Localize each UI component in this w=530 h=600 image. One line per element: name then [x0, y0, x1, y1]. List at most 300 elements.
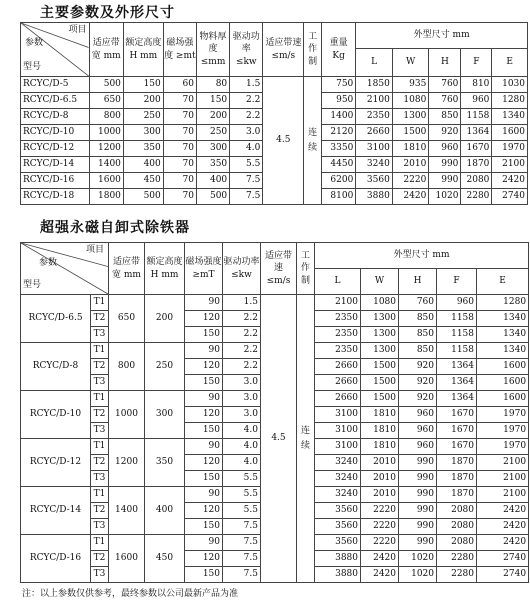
diag-param-label: 参数 — [25, 38, 44, 48]
cell-drive-power: 2.2 — [223, 311, 261, 327]
cell-dim-E: 1340 — [477, 327, 529, 343]
header-drive-power: 驱动功率 ≤kw — [230, 23, 263, 77]
cell-variant: T2 — [91, 359, 109, 375]
cell-dim-F: 1158 — [461, 109, 492, 125]
cell-dim-H: 990 — [399, 503, 437, 519]
header-dim-E: E — [492, 49, 528, 77]
cell-variant: T2 — [91, 455, 109, 471]
cell-model: RCYC/D-12 — [21, 141, 90, 157]
cell-field-strength: 150 — [185, 471, 223, 487]
cell-work-system: 连续 — [297, 295, 315, 583]
cell-dim-L: 3100 — [315, 439, 361, 455]
cell-model: RCYC/D-14 — [21, 157, 90, 173]
cell-dim-H: 920 — [429, 125, 461, 141]
cell-dim-L: 1850 — [356, 77, 393, 93]
cell-dim-E: 1970 — [477, 407, 529, 423]
header-dim-L: L — [356, 49, 393, 77]
cell-dim-E: 1030 — [492, 77, 528, 93]
cell-field-strength: 120 — [185, 503, 223, 519]
cell-model: RCYC/D-10 — [21, 125, 90, 141]
cell-dim-L: 2100 — [315, 295, 361, 311]
cell-belt-width: 650 — [109, 295, 145, 343]
cell-dim-F: 1364 — [461, 125, 492, 141]
cell-field-strength: 90 — [185, 391, 223, 407]
diag-item-label: 项目 — [68, 25, 87, 35]
header-work-system: 工作制 — [297, 243, 315, 295]
cell-dim-F: 1364 — [437, 391, 477, 407]
cell-drive-power: 2.2 — [230, 109, 263, 125]
cell-dim-H: 990 — [399, 455, 437, 471]
cell-model: RCYC/D-16 — [21, 173, 90, 189]
cell-dim-W: 1500 — [361, 391, 399, 407]
cell-variant: T1 — [91, 295, 109, 311]
cell-dim-W: 1500 — [361, 359, 399, 375]
cell-dim-H: 920 — [399, 359, 437, 375]
cell-height: 350 — [145, 439, 185, 487]
cell-dim-F: 1158 — [437, 311, 477, 327]
cell-dim-E: 1970 — [477, 423, 529, 439]
cell-drive-power: 4.0 — [230, 141, 263, 157]
cell-dim-F: 1670 — [437, 407, 477, 423]
cell-belt-speed: 4.5 — [263, 77, 304, 205]
cell-height: 500 — [123, 189, 163, 205]
header-field-strength: 磁场强度 ≥mt — [163, 23, 196, 77]
cell-dim-L: 2660 — [356, 125, 393, 141]
header-belt-speed: 适应带速 ≤m/s — [263, 23, 304, 77]
cell-dim-H: 990 — [399, 471, 437, 487]
cell-dim-W: 1300 — [361, 311, 399, 327]
cell-dim-L: 3240 — [356, 157, 393, 173]
header-dim-E: E — [477, 269, 529, 295]
cell-field-strength: 70 — [163, 93, 196, 109]
cell-weight: 8100 — [322, 189, 356, 205]
cell-variant: T2 — [91, 311, 109, 327]
cell-drive-power: 7.5 — [223, 551, 261, 567]
cell-dim-F: 2280 — [437, 567, 477, 583]
cell-weight: 2120 — [322, 125, 356, 141]
cell-drive-power: 2.2 — [223, 327, 261, 343]
cell-weight: 1400 — [322, 109, 356, 125]
header-work-system: 工作制 — [304, 23, 322, 77]
cell-dim-E: 1600 — [492, 125, 528, 141]
cell-dim-W: 1300 — [361, 327, 399, 343]
cell-dim-W: 2010 — [361, 455, 399, 471]
table2-title: 超强永磁自卸式除铁器 — [40, 220, 190, 236]
cell-dim-W: 2010 — [392, 157, 429, 173]
cell-dim-W: 2010 — [361, 471, 399, 487]
cell-height: 250 — [145, 343, 185, 391]
cell-dim-E: 2100 — [477, 471, 529, 487]
cell-belt-width: 1000 — [89, 125, 123, 141]
cell-drive-power: 2.2 — [230, 93, 263, 109]
cell-dim-L: 2350 — [315, 327, 361, 343]
cell-dim-F: 1870 — [437, 471, 477, 487]
cell-dim-H: 990 — [399, 519, 437, 535]
header-dim-L: L — [315, 269, 361, 295]
cell-belt-width: 1400 — [89, 157, 123, 173]
cell-field-strength: 120 — [185, 311, 223, 327]
cell-dim-F: 1870 — [437, 455, 477, 471]
cell-dim-H: 1020 — [399, 551, 437, 567]
cell-variant: T1 — [91, 343, 109, 359]
cell-dim-E: 2740 — [492, 189, 528, 205]
header-belt-width: 适应带宽 mm — [109, 243, 145, 295]
cell-dim-F: 1364 — [437, 359, 477, 375]
cell-dim-F: 960 — [437, 295, 477, 311]
cell-variant: T2 — [91, 407, 109, 423]
cell-dim-W: 2420 — [361, 551, 399, 567]
cell-dim-F: 1158 — [437, 343, 477, 359]
cell-belt-width: 650 — [89, 93, 123, 109]
cell-weight: 3350 — [322, 141, 356, 157]
cell-dim-F: 2080 — [437, 519, 477, 535]
cell-weight: 6200 — [322, 173, 356, 189]
cell-dim-F: 810 — [461, 77, 492, 93]
cell-drive-power: 2.2 — [223, 359, 261, 375]
cell-material-thickness: 350 — [196, 157, 229, 173]
header-belt-width: 适应带宽 mm — [89, 23, 123, 77]
cell-dim-E: 2740 — [477, 567, 529, 583]
cell-belt-width: 1200 — [109, 439, 145, 487]
cell-drive-power: 5.5 — [230, 157, 263, 173]
header-field-strength: 磁场强度 ≥mT — [185, 243, 223, 295]
cell-height: 200 — [123, 93, 163, 109]
cell-dim-H: 990 — [399, 535, 437, 551]
cell-dim-L: 2100 — [356, 93, 393, 109]
cell-dim-H: 850 — [399, 327, 437, 343]
cell-dim-L: 3100 — [356, 141, 393, 157]
diag-model-label: 型号 — [23, 62, 42, 72]
cell-belt-width: 1000 — [109, 391, 145, 439]
cell-dim-L: 3560 — [356, 173, 393, 189]
cell-height: 150 — [123, 77, 163, 93]
cell-work-system: 连续 — [304, 77, 322, 205]
cell-dim-H: 960 — [399, 423, 437, 439]
cell-variant: T1 — [91, 487, 109, 503]
header-dim-F: F — [461, 49, 492, 77]
cell-model: RCYC/D-14 — [21, 487, 91, 535]
cell-dim-F: 1870 — [461, 157, 492, 173]
cell-dim-L: 3240 — [315, 487, 361, 503]
cell-dim-F: 1158 — [437, 327, 477, 343]
cell-drive-power: 7.5 — [230, 189, 263, 205]
header-dimensions: 外型尺寸 mm — [356, 23, 528, 49]
cell-belt-width: 500 — [89, 77, 123, 93]
cell-dim-E: 1280 — [477, 295, 529, 311]
cell-drive-power: 5.5 — [223, 487, 261, 503]
cell-model: RCYC/D-12 — [21, 439, 91, 487]
cell-dim-H: 990 — [429, 157, 461, 173]
table1-diagonal-header — [21, 23, 90, 77]
cell-belt-width: 1200 — [89, 141, 123, 157]
cell-field-strength: 70 — [163, 125, 196, 141]
header-dim-W: W — [392, 49, 429, 77]
cell-dim-W: 935 — [392, 77, 429, 93]
diag-param-label: 参数 — [39, 258, 58, 268]
cell-model: RCYC/D-5 — [21, 77, 90, 93]
cell-height: 400 — [145, 487, 185, 535]
cell-field-strength: 70 — [163, 189, 196, 205]
cell-drive-power: 7.5 — [223, 519, 261, 535]
cell-dim-W: 1300 — [361, 343, 399, 359]
header-dimensions: 外型尺寸 mm — [315, 243, 529, 269]
header-material-thickness: 物料厚度 ≤mm — [196, 23, 229, 77]
cell-dim-H: 1020 — [399, 567, 437, 583]
cell-dim-L: 2660 — [315, 359, 361, 375]
cell-dim-L: 3880 — [315, 551, 361, 567]
header-dim-W: W — [361, 269, 399, 295]
cell-dim-W: 1810 — [361, 439, 399, 455]
cell-variant: T2 — [91, 551, 109, 567]
cell-material-thickness: 150 — [196, 93, 229, 109]
cell-variant: T1 — [91, 535, 109, 551]
cell-dim-L: 3560 — [315, 503, 361, 519]
cell-field-strength: 90 — [185, 295, 223, 311]
cell-dim-W: 2010 — [361, 487, 399, 503]
cell-variant: T3 — [91, 471, 109, 487]
cell-dim-E: 1340 — [477, 343, 529, 359]
cell-height: 250 — [123, 109, 163, 125]
cell-dim-F: 2080 — [437, 535, 477, 551]
cell-dim-L: 2660 — [315, 391, 361, 407]
cell-material-thickness: 200 — [196, 109, 229, 125]
cell-field-strength: 150 — [185, 375, 223, 391]
cell-field-strength: 90 — [185, 439, 223, 455]
header-dim-H: H — [429, 49, 461, 77]
cell-belt-width: 1800 — [89, 189, 123, 205]
cell-dim-H: 920 — [399, 391, 437, 407]
diag-model-label: 型号 — [23, 280, 42, 290]
cell-height: 400 — [123, 157, 163, 173]
cell-dim-F: 1670 — [437, 439, 477, 455]
cell-field-strength: 70 — [163, 109, 196, 125]
cell-dim-E: 1280 — [492, 93, 528, 109]
cell-model: RCYC/D-10 — [21, 391, 91, 439]
cell-dim-W: 2420 — [361, 567, 399, 583]
header-dim-H: H — [399, 269, 437, 295]
cell-dim-L: 3560 — [315, 519, 361, 535]
cell-height: 300 — [123, 125, 163, 141]
cell-dim-E: 2420 — [477, 503, 529, 519]
cell-dim-L: 3240 — [315, 455, 361, 471]
cell-drive-power: 3.0 — [223, 375, 261, 391]
cell-dim-H: 990 — [399, 487, 437, 503]
cell-dim-E: 1600 — [477, 375, 529, 391]
header-height: 额定高度 H mm — [123, 23, 163, 77]
cell-dim-E: 2420 — [477, 519, 529, 535]
cell-dim-H: 960 — [399, 439, 437, 455]
cell-drive-power: 1.5 — [223, 295, 261, 311]
cell-field-strength: 150 — [185, 327, 223, 343]
cell-variant: T1 — [91, 439, 109, 455]
cell-dim-F: 2280 — [461, 189, 492, 205]
cell-dim-L: 2660 — [315, 375, 361, 391]
cell-dim-E: 2100 — [477, 487, 529, 503]
cell-drive-power: 7.5 — [223, 567, 261, 583]
cell-dim-E: 2100 — [477, 455, 529, 471]
cell-dim-F: 1670 — [461, 141, 492, 157]
cell-belt-width: 800 — [109, 343, 145, 391]
cell-drive-power: 7.5 — [223, 535, 261, 551]
footnote: 注：以上参数仅供参考，最终参数以公司最新产品为准 — [22, 589, 239, 599]
cell-dim-E: 1970 — [492, 141, 528, 157]
cell-belt-width: 1400 — [109, 487, 145, 535]
cell-dim-W: 1810 — [361, 423, 399, 439]
cell-dim-E: 1340 — [492, 109, 528, 125]
cell-weight: 750 — [322, 77, 356, 93]
cell-dim-L: 3560 — [315, 535, 361, 551]
cell-drive-power: 5.5 — [223, 503, 261, 519]
cell-dim-W: 2220 — [361, 519, 399, 535]
cell-material-thickness: 80 — [196, 77, 229, 93]
cell-drive-power: 4.0 — [223, 455, 261, 471]
cell-dim-H: 960 — [399, 407, 437, 423]
header-belt-speed: 适应带速 ≤m/s — [261, 243, 297, 295]
cell-drive-power: 1.5 — [230, 77, 263, 93]
cell-field-strength: 150 — [185, 519, 223, 535]
cell-dim-F: 960 — [461, 93, 492, 109]
cell-model: RCYC/D-6.5 — [21, 93, 90, 109]
cell-height: 450 — [123, 173, 163, 189]
cell-drive-power: 7.5 — [230, 173, 263, 189]
header-weight: 重量 Kg — [322, 23, 356, 77]
cell-dim-L: 3880 — [315, 567, 361, 583]
cell-dim-H: 760 — [399, 295, 437, 311]
table1-title: 主要参数及外形尺寸 — [40, 5, 175, 21]
cell-drive-power: 4.0 — [223, 423, 261, 439]
cell-dim-L: 3100 — [315, 407, 361, 423]
cell-belt-speed: 4.5 — [261, 295, 297, 583]
cell-dim-W: 2420 — [392, 189, 429, 205]
cell-dim-W: 2220 — [361, 535, 399, 551]
cell-dim-W: 1080 — [361, 295, 399, 311]
cell-drive-power: 3.0 — [223, 407, 261, 423]
table-row — [21, 295, 529, 311]
cell-field-strength: 120 — [185, 455, 223, 471]
header-drive-power: 驱动功率 ≤kw — [223, 243, 261, 295]
cell-height: 450 — [145, 535, 185, 583]
cell-variant: T3 — [91, 375, 109, 391]
cell-dim-W: 2220 — [361, 503, 399, 519]
cell-dim-E: 2420 — [477, 535, 529, 551]
cell-drive-power: 3.0 — [223, 391, 261, 407]
cell-height: 350 — [123, 141, 163, 157]
cell-dim-E: 1340 — [477, 311, 529, 327]
cell-dim-E: 1600 — [477, 391, 529, 407]
cell-variant: T3 — [91, 567, 109, 583]
cell-dim-L: 3100 — [315, 423, 361, 439]
cell-dim-E: 1970 — [477, 439, 529, 455]
table-row — [21, 77, 528, 93]
cell-dim-H: 760 — [429, 93, 461, 109]
cell-weight: 950 — [322, 93, 356, 109]
cell-dim-E: 2420 — [492, 173, 528, 189]
cell-dim-W: 1300 — [392, 109, 429, 125]
cell-field-strength: 120 — [185, 359, 223, 375]
cell-dim-F: 2280 — [437, 551, 477, 567]
cell-model: RCYC/D-16 — [21, 535, 91, 583]
cell-drive-power: 5.5 — [223, 471, 261, 487]
cell-dim-L: 2350 — [356, 109, 393, 125]
cell-model: RCYC/D-8 — [21, 109, 90, 125]
diag-item-label: 项目 — [85, 245, 104, 255]
cell-height: 200 — [145, 295, 185, 343]
cell-height: 300 — [145, 391, 185, 439]
cell-dim-H: 850 — [399, 343, 437, 359]
cell-model: RCYC/D-18 — [21, 189, 90, 205]
cell-field-strength: 150 — [185, 567, 223, 583]
cell-dim-H: 960 — [429, 141, 461, 157]
cell-dim-E: 1600 — [477, 359, 529, 375]
cell-variant: T1 — [91, 391, 109, 407]
cell-material-thickness: 250 — [196, 125, 229, 141]
cell-dim-W: 2220 — [392, 173, 429, 189]
cell-weight: 4450 — [322, 157, 356, 173]
cell-drive-power: 2.2 — [223, 343, 261, 359]
cell-dim-F: 1870 — [437, 487, 477, 503]
cell-variant: T3 — [91, 327, 109, 343]
cell-dim-L: 3240 — [315, 471, 361, 487]
cell-dim-W: 1500 — [392, 125, 429, 141]
cell-model: RCYC/D-8 — [21, 343, 91, 391]
cell-dim-W: 1810 — [392, 141, 429, 157]
cell-belt-width: 1600 — [109, 535, 145, 583]
self-unloading-separator-table — [20, 242, 529, 583]
cell-dim-E: 2740 — [477, 551, 529, 567]
cell-field-strength: 120 — [185, 551, 223, 567]
cell-material-thickness: 500 — [196, 189, 229, 205]
cell-field-strength: 70 — [163, 141, 196, 157]
cell-model: RCYC/D-6.5 — [21, 295, 91, 343]
cell-dim-L: 2350 — [315, 343, 361, 359]
cell-dim-F: 1670 — [437, 423, 477, 439]
header-height: 额定高度 H mm — [145, 243, 185, 295]
cell-dim-H: 850 — [429, 109, 461, 125]
cell-material-thickness: 300 — [196, 141, 229, 157]
header-dim-F: F — [437, 269, 477, 295]
cell-dim-W: 1810 — [361, 407, 399, 423]
cell-dim-L: 3880 — [356, 189, 393, 205]
cell-dim-H: 760 — [429, 77, 461, 93]
cell-field-strength: 90 — [185, 343, 223, 359]
cell-dim-W: 1080 — [392, 93, 429, 109]
cell-variant: T2 — [91, 503, 109, 519]
cell-field-strength: 70 — [163, 157, 196, 173]
cell-field-strength: 60 — [163, 77, 196, 93]
cell-dim-H: 920 — [399, 375, 437, 391]
cell-dim-F: 2080 — [437, 503, 477, 519]
cell-dim-W: 1500 — [361, 375, 399, 391]
cell-material-thickness: 400 — [196, 173, 229, 189]
cell-variant: T3 — [91, 519, 109, 535]
cell-dim-L: 2350 — [315, 311, 361, 327]
table2-diagonal-header — [21, 243, 109, 295]
cell-variant: T3 — [91, 423, 109, 439]
cell-drive-power: 4.0 — [223, 439, 261, 455]
cell-field-strength: 70 — [163, 173, 196, 189]
cell-dim-E: 2100 — [492, 157, 528, 173]
cell-belt-width: 1600 — [89, 173, 123, 189]
cell-dim-H: 1020 — [429, 189, 461, 205]
cell-belt-width: 800 — [89, 109, 123, 125]
cell-dim-H: 990 — [429, 173, 461, 189]
cell-dim-F: 2080 — [461, 173, 492, 189]
cell-field-strength: 150 — [185, 423, 223, 439]
cell-dim-H: 850 — [399, 311, 437, 327]
cell-dim-F: 1364 — [437, 375, 477, 391]
cell-field-strength: 120 — [185, 407, 223, 423]
cell-field-strength: 90 — [185, 535, 223, 551]
